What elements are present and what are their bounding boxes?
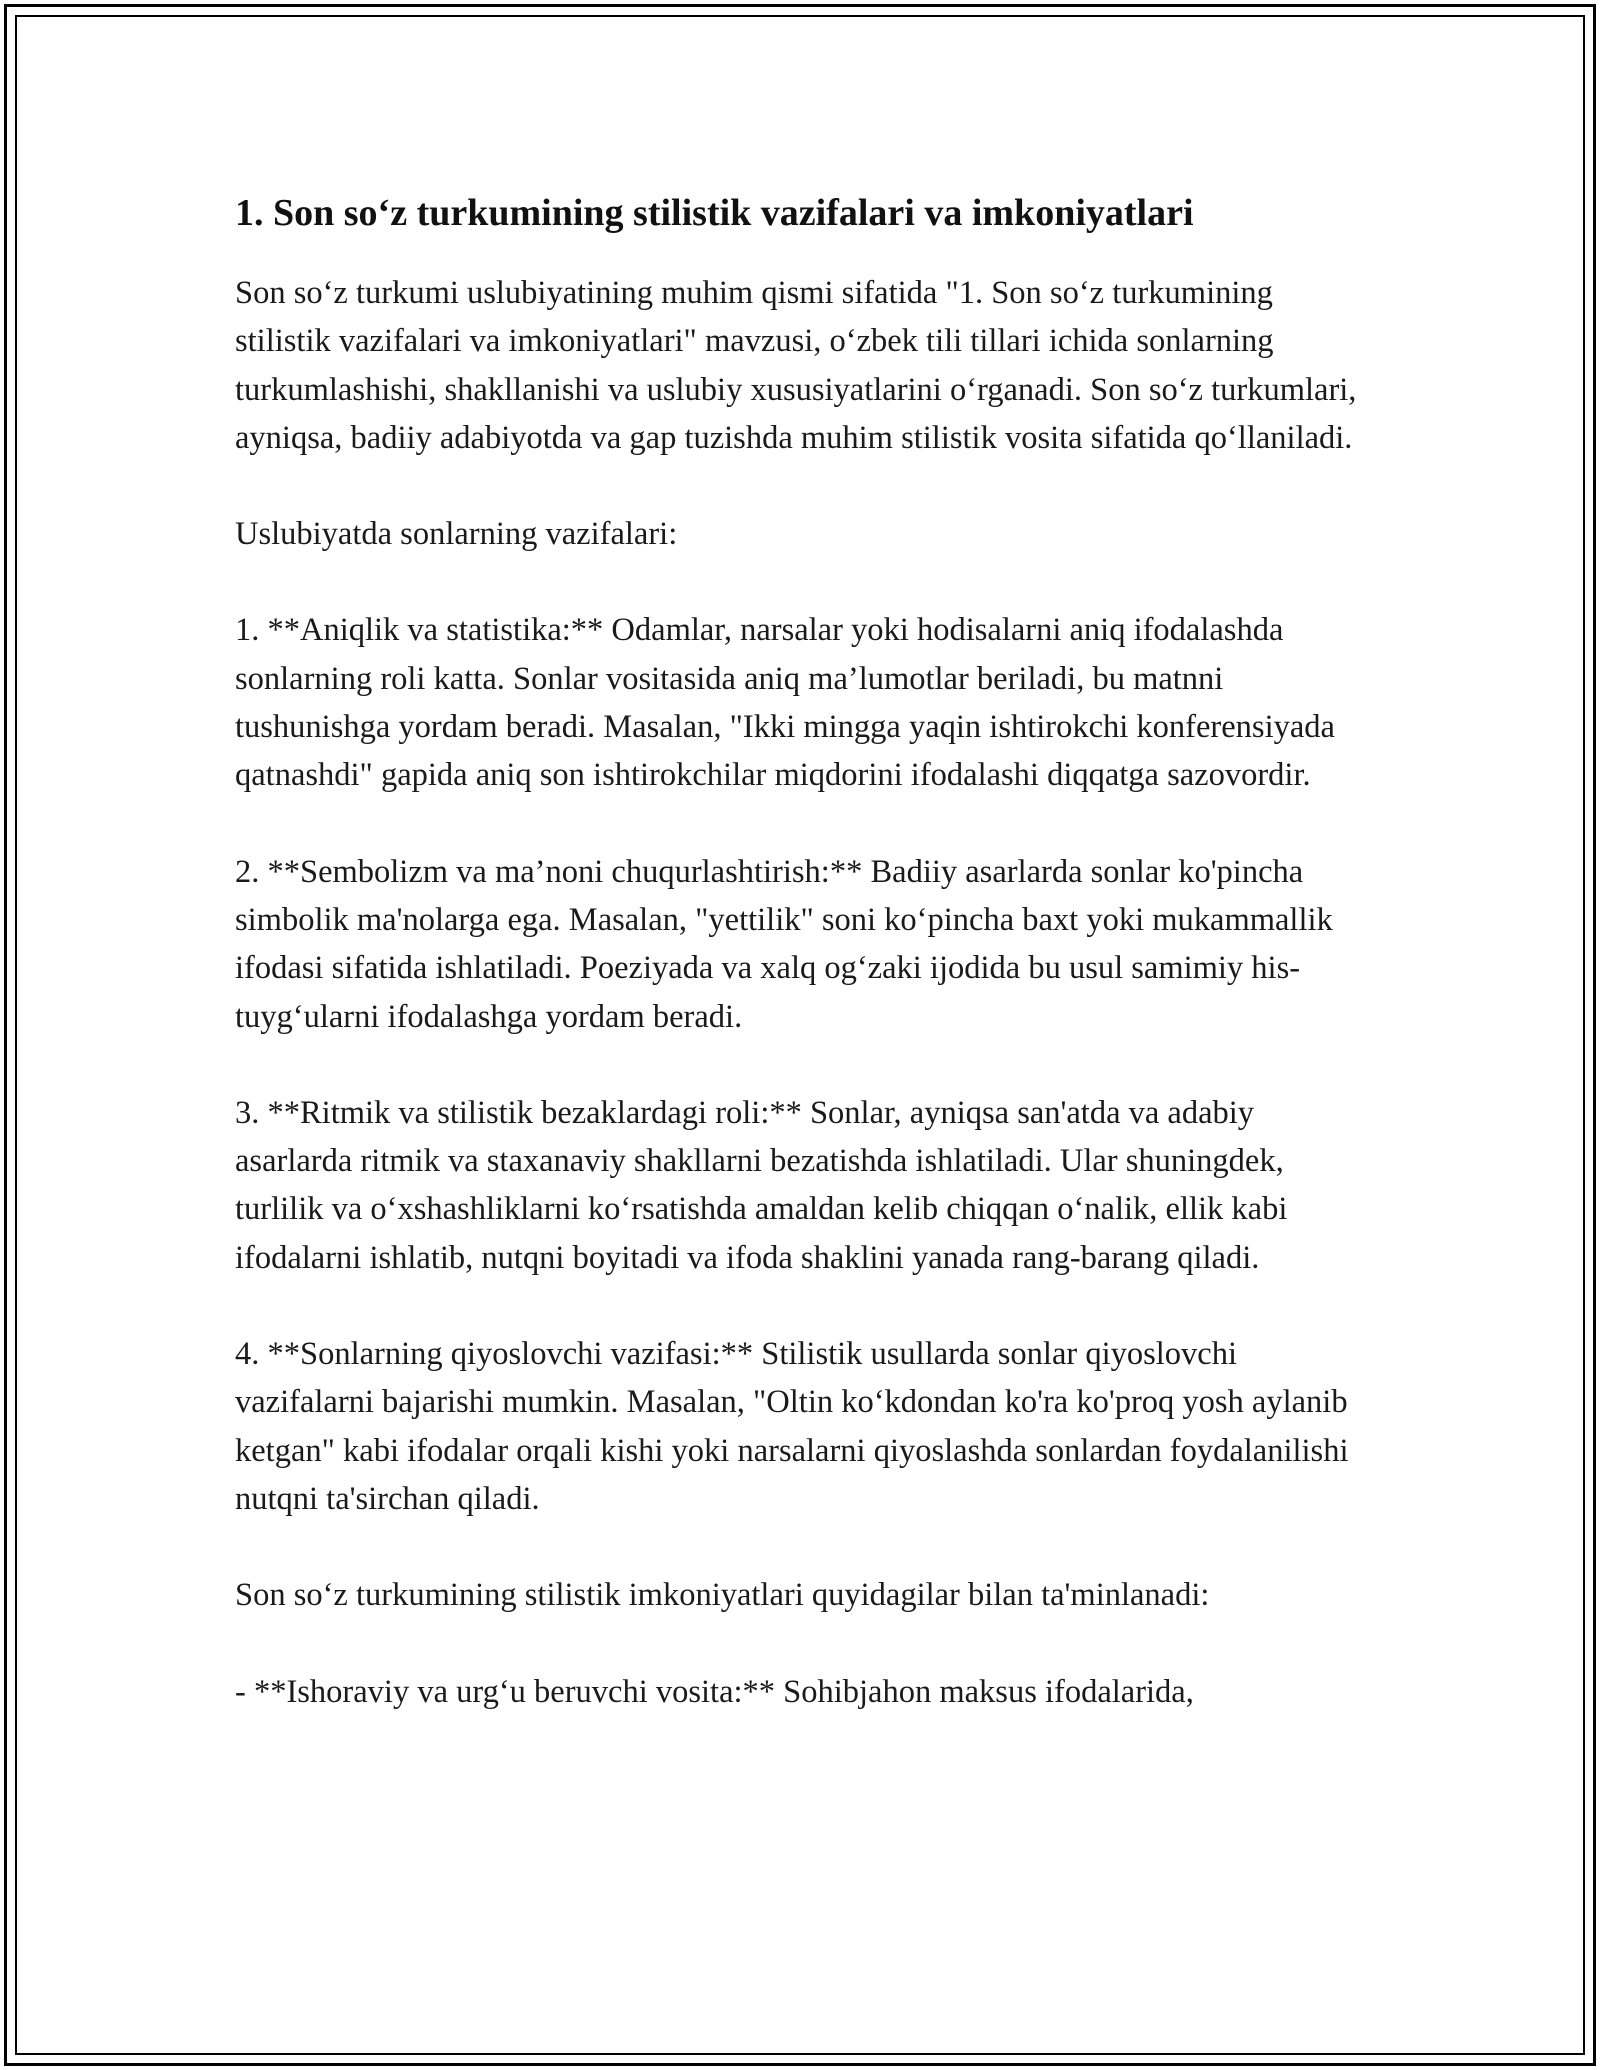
- intro-paragraph: Son so‘z turkumi uslubiyatining muhim qismi sifatida "1. Son so‘z turkumining stilistik vazifalari va imkoniyatlari" mavzusi, o‘zbek tili tillari ichida sonlarning turkumlashishi, shakllanishi va uslubiy xususiyatlarini o‘rganadi. Son so‘z turkumlari, ayniqsa, badiiy adabiyotda va gap tuzishda muhim stilistik vosita sifatida qo‘llaniladi.: [235, 275, 1357, 456]
- bullet-item-ishoraviy: - **Ishoraviy va urg‘u beruvchi vosita:** Sohibjahon maksus ifodalarida,: [235, 1673, 1194, 1710]
- list-item-sembolizm: 2. **Sembolizm va ma’noni chuqurlashtirish:** Badiiy asarlarda sonlar ko'pincha simbolik ma'nolarga ega. Masalan, "yettilik" soni ko‘pincha baxt yoki mukammallik ifodasi sifatida ishlatiladi. Poeziyada va xalq og‘zaki ijodida bu usul samimiy his-tuyg‘ularni ifodalashga yordam beradi.: [235, 853, 1333, 1035]
- list-item-ritmik: 3. **Ritmik va stilistik bezaklardagi roli:** Sonlar, ayniqsa san'atda va adabiy asarlarda ritmik va staxanaviy shakllarni bezatishda ishlatiladi. Ular shuningdek, turlilik va o‘xshashliklarni ko‘rsatishda amaldan kelib chiqqan o‘nalik, ellik kabi ifodalarni ishlatib, nutqni boyitadi va ifoda shaklini yanada rang-barang qiladi.: [235, 1094, 1288, 1276]
- list-item-qiyoslovchi: 4. **Sonlarning qiyoslovchi vazifasi:** Stilistik usullarda sonlar qiyoslovchi vazifalarni bajarishi mumkin. Masalan, "Oltin ko‘kdondan ko'ra ko'proq yosh aylanib ketgan" kabi ifodalar orqali kishi yoki narsalarni qiyoslashda sonlardan foydalanilishi nutqni ta'sirchan qiladi.: [235, 1336, 1349, 1517]
- document-body: [235, 185, 1375, 1764]
- document-title: 1. Son so‘z turkumining stilistik vazifalari va imkoniyatlari: [235, 192, 1194, 234]
- possibilities-heading-paragraph: Son so‘z turkumining stilistik imkoniyatlari quyidagilar bilan ta'minlanadi:: [235, 1577, 1210, 1614]
- functions-heading-paragraph: Uslubiyatda sonlarning vazifalari:: [235, 516, 678, 553]
- list-item-aniqlik: 1. **Aniqlik va statistika:** Odamlar, narsalar yoki hodisalarni aniq ifodalashda sonlarning roli katta. Sonlar vositasida aniq ma’lumotlar beriladi, bu matnni tushunishga yordam beradi. Masalan, "Ikki mingga yaqin ishtirokchi konferensiyada qatnashdi" gapida aniq son ishtirokchilar miqdorini ifodalashi diqqatga sazovordir.: [235, 612, 1335, 794]
